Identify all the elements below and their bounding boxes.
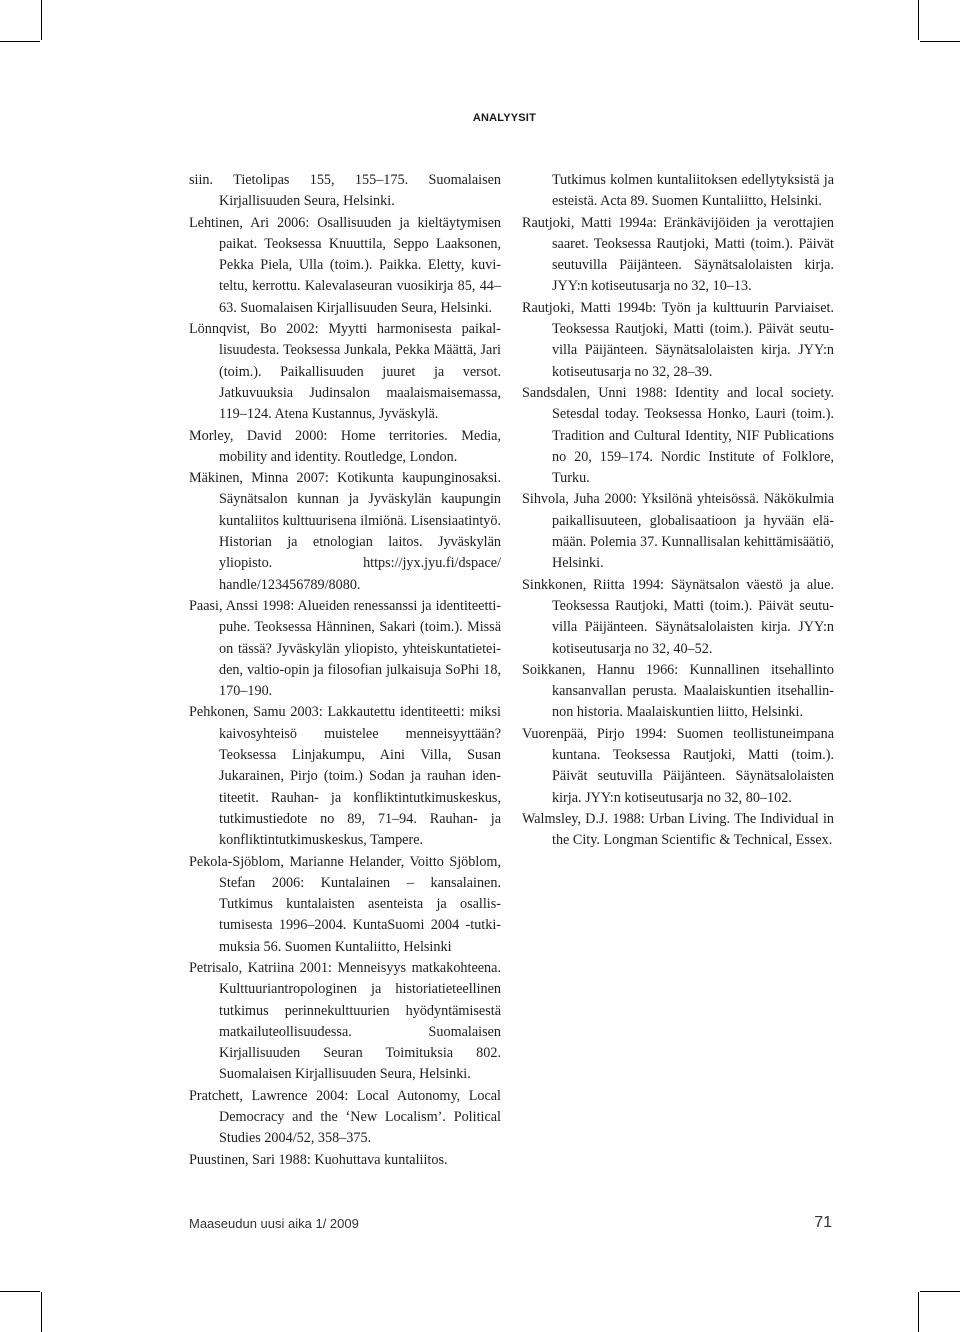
reference-entry: Sandsdalen, Unni 1988: Identity and local society. Setesdal today. Teoksessa Honko, Lauri (toim.). Tradition and Cultural Identity, NIF Publications no 20, 159–174. Nordic Institute of Folklore, Turku. [522, 384, 834, 487]
reference-entry: Pekola-Sjöblom, Marianne Helander, Voitto Sjöblom, Stefan 2006: Kuntalainen – kansalainen. Tutkimus kuntalaisten asenteista ja osallistumisesta 1996–2004. KuntaSuomi 2004 -tutkimuksia 56. Suomen Kuntaliitto, Helsinki [189, 853, 501, 955]
reference-entry: Sinkkonen, Riitta 1994: Säynätsalon väestö ja alue. Teoksessa Rautjoki, Matti (toim.). Päivät seutuvilla Päijänteen. Säynätsalolaisten kirja. JYY:n kotiseutusarja no 32, 40–52. [522, 576, 834, 657]
reference-entry: Morley, David 2000: Home territories. Media, mobility and identity. Routledge, London. [189, 427, 501, 465]
reference-entry-continued: Tutkimus kolmen kuntaliitoksen edellytyksistä ja esteistä. Acta 89. Suomen Kuntaliitto, Helsinki. [552, 172, 834, 210]
reference-entry: Lehtinen, Ari 2006: Osallisuuden ja kieltäytymisen paikat. Teoksessa Knuuttila, Seppo Laaksonen, Pekka Piela, Ulla (toim.). Paikka. Eletty, kuviteltu, kerrottu. Kalevalaseuran vuosikirja 85, 44–63. Suomalaisen Kirjallisuuden Seura, Helsinki. [189, 214, 501, 316]
crop-mark [918, 0, 919, 40]
reference-entry: Pehkonen, Samu 2003: Lakkautettu identiteetti: miksi kaivosyhteisö muistelee menneisyyttään? Teoksessa Linjakumpu, Aini Villa, Susan Jukarainen, Pirjo (toim.) Sodan ja rauhan identiteetit. Rauhan- ja konfliktintutkimuskeskus, tutkimustiedote no 89, 71–94. Rauhan- ja konfliktintutkimuskeskus, Tampere. [189, 704, 501, 849]
reference-entry: Soikkanen, Hannu 1966: Kunnallinen itsehallinto kansanvallan perusta. Maalaiskuntien itsehallinnon historia. Maalaiskuntien liitto, Helsinki. [522, 661, 834, 721]
crop-mark [41, 1292, 42, 1332]
crop-mark [920, 41, 960, 42]
references-right-column [522, 170, 834, 852]
page-number: 71 [814, 1214, 832, 1231]
section-header: ANALYYSIT [472, 112, 536, 124]
reference-entry: Lönnqvist, Bo 2002: Myytti harmonisesta paikallisuudesta. Teoksessa Junkala, Pekka Määttä, Jari (toim.). Paikallisuuden juuret ja versot. Jatkuvuuksia Judinsalon maalaismaisemassa, 119–124. Atena Kustannus, Jyväskylä. [189, 321, 501, 423]
references-left-column [189, 170, 501, 1171]
reference-entry: Petrisalo, Katriina 2001: Menneisyys matkakohteena. Kulttuuriantropologinen ja historiatieteellinen tutkimus perinnekulttuurien hyödyntämisestä matkailuteollisuudessa. Suomalaisen Kirjallisuuden Seuran Toimituksia 802. Suomalaisen Kirjallisuuden Seura, Helsinki. [189, 959, 501, 1083]
reference-entry: Walmsley, D.J. 1988: Urban Living. The Individual in the City. Longman Scientific & Technical, Essex. [522, 810, 834, 849]
reference-entry: Puustinen, Sari 1988: Kuohuttava kuntaliitos. [189, 1151, 448, 1168]
reference-entry: Rautjoki, Matti 1994a: Eränkävijöiden ja verottajien saaret. Teoksessa Rautjoki, Matti (toim.). Päivät seutuvilla Päijänteen. Säynätsalolaisten kirja. JYY:n kotiseutusarja no 32, 10–13. [522, 214, 834, 295]
crop-mark [918, 1292, 919, 1332]
reference-entry: siin. Tietolipas 155, 155–175. Suomalaisen Kirjallisuuden Seura, Helsinki. [189, 172, 501, 210]
reference-entry: Sihvola, Juha 2000: Yksilönä yhteisössä. Näkökulmia paikallisuuteen, globalisaatioon ja hyvään elämään. Polemia 37. Kunnallisalan kehittämisäätiö, Helsinki. [522, 491, 834, 572]
reference-entry: Vuorenpää, Pirjo 1994: Suomen teollistuneimpana kuntana. Teoksessa Rautjoki, Matti (toim.). Päivät seutuvilla Päijänteen. Säynätsalolaisten kirja. JYY:n kotiseutusarja no 32, 80–102. [522, 725, 834, 806]
crop-mark [0, 41, 40, 42]
reference-entry: Paasi, Anssi 1998: Alueiden renessanssi ja identiteettipuhe. Teoksessa Hänninen, Sakari (toim.). Missä on tässä? Jyväskylän yliopisto, yhteiskuntatieteiden, valtio-opin ja filosofian julkaisuja SoPhi 18, 170–190. [189, 597, 501, 700]
reference-entry: Rautjoki, Matti 1994b: Työn ja kulttuurin Parviaiset. Teoksessa Rautjoki, Matti (toim.). Päivät seutuvilla Päijänteen. Säynätsalolaisten kirja. JYY:n kotiseutusarja no 32, 28–39. [522, 299, 834, 380]
crop-mark [920, 1291, 960, 1292]
reference-entry: Mäkinen, Minna 2007: Kotikunta kaupunginosaksi. Säynätsalon kunnan ja Jyväskylän kaupungin kuntaliitos kulttuurisena ilmiönä. Lisensiaatintyö. Historian ja etnologian laitos. Jyväskylän yliopisto. https://jyx.jyu.fi/dspace/ handle/123456789/8080. [189, 470, 501, 593]
reference-entry: Pratchett, Lawrence 2004: Local Autonomy, Local Democracy and the ‘New Localism’. Political Studies 2004/52, 358–375. [189, 1087, 501, 1147]
footer-journal-title: Maaseudun uusi aika 1/ 2009 [189, 1216, 359, 1231]
crop-mark [0, 1291, 40, 1292]
crop-mark [41, 0, 42, 40]
